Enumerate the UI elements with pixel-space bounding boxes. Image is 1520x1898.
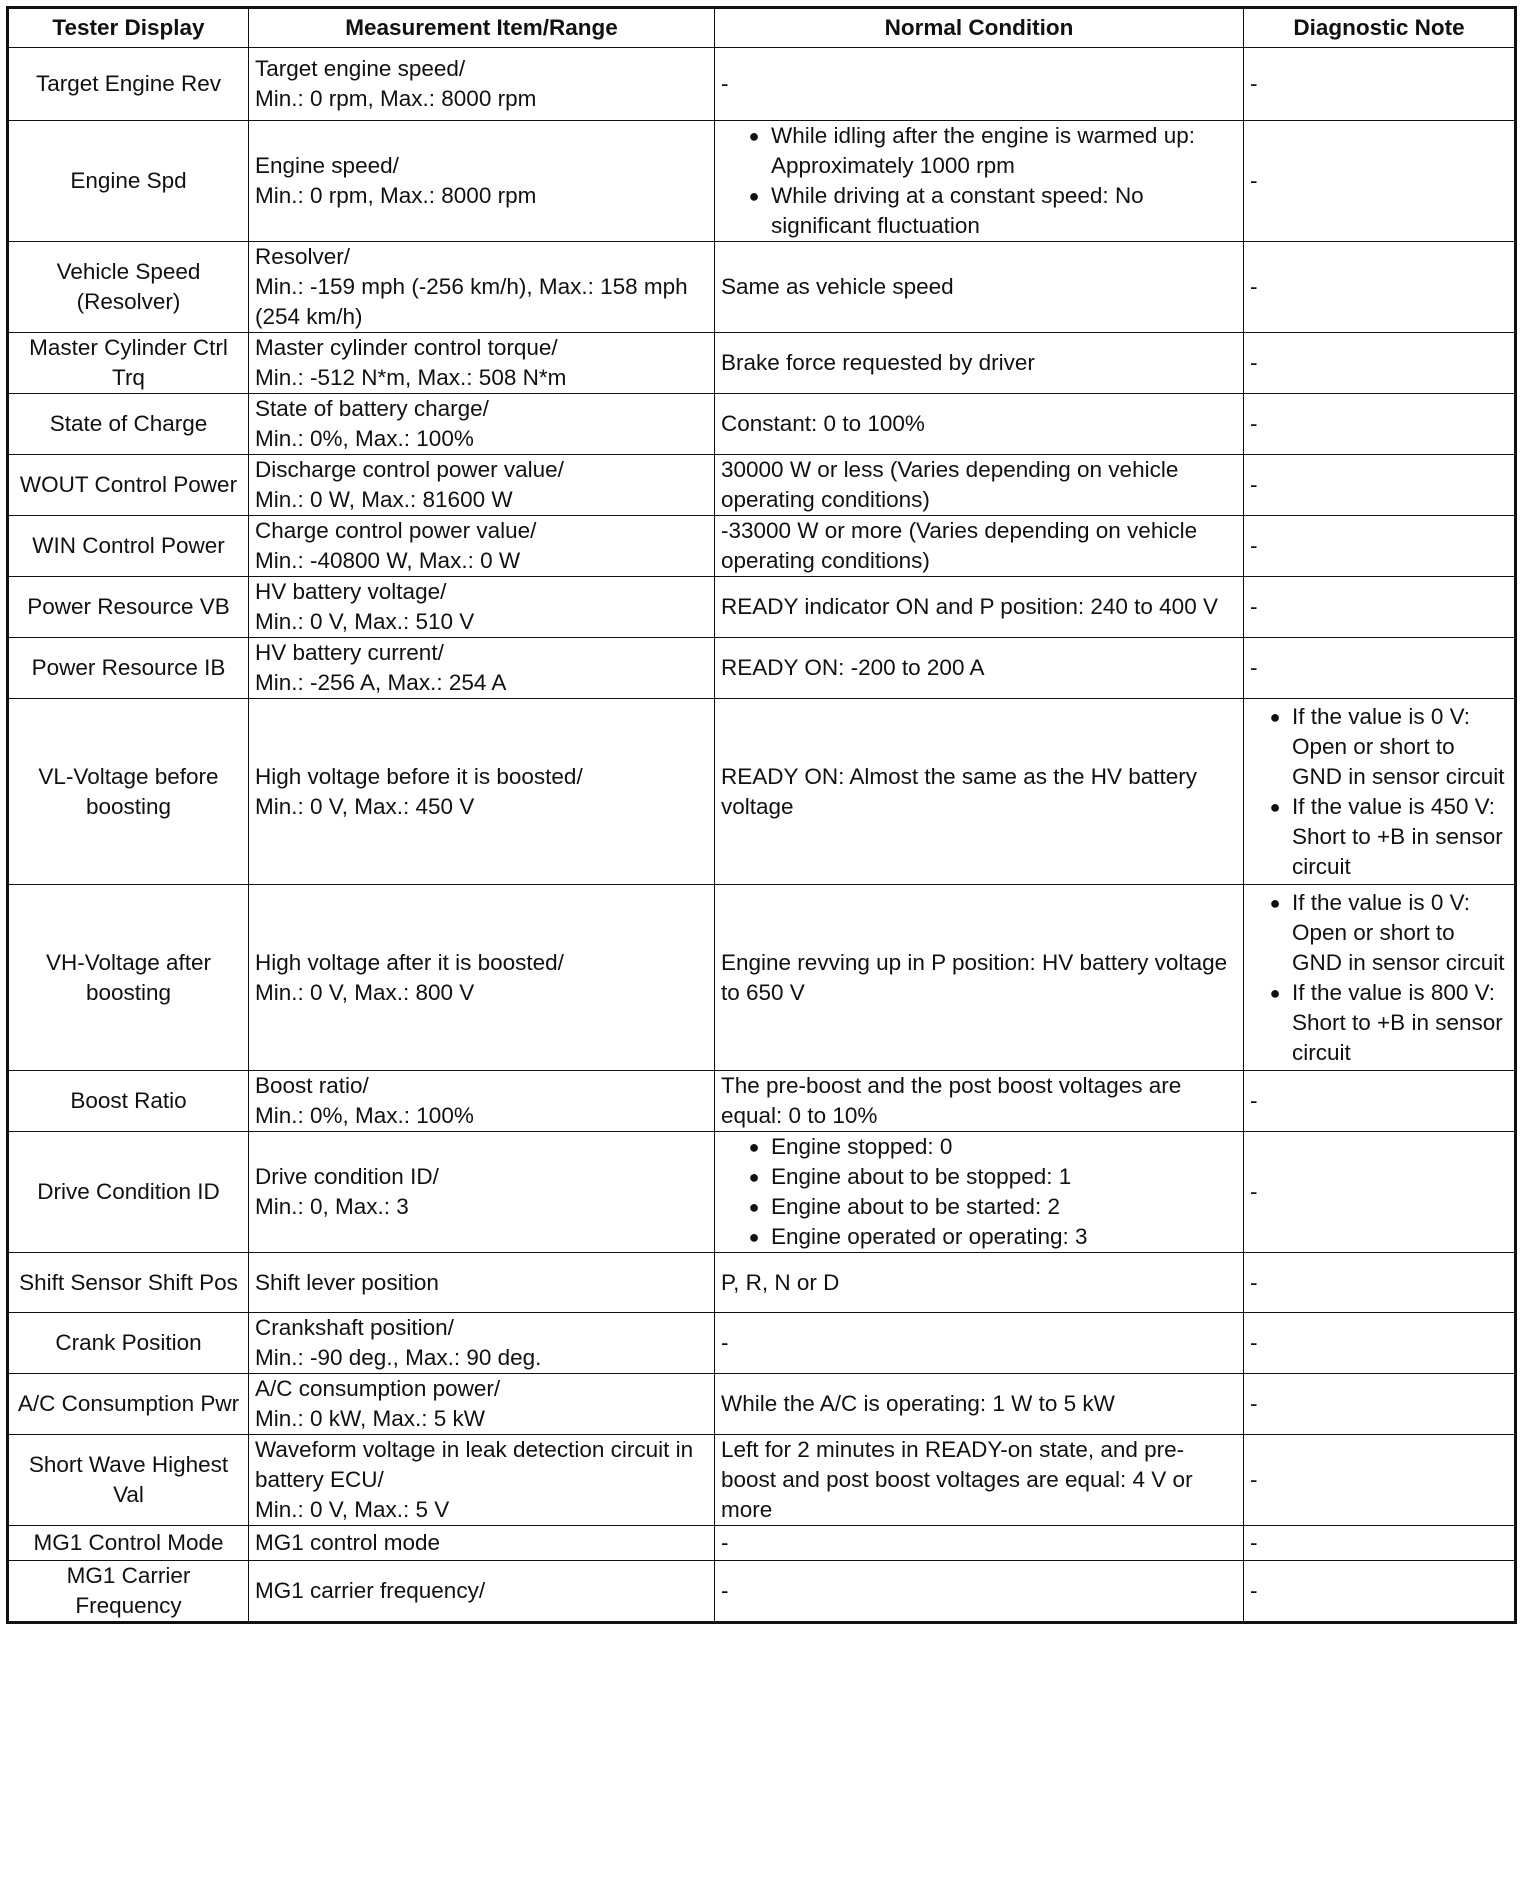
measurement-item-label: Discharge control power value/	[255, 457, 564, 482]
measurement-item-label: Shift lever position	[255, 1269, 439, 1295]
measurement-item-label: Charge control power value/	[255, 518, 537, 543]
cell-diagnostic-note: -	[1244, 1313, 1516, 1374]
table-row	[8, 1374, 1516, 1435]
cell-tester-display: Target Engine Rev	[8, 48, 249, 121]
table-row	[8, 1132, 1516, 1253]
bullet-icon: ●	[748, 1197, 760, 1217]
list-item-text: Engine operated or operating: 3	[771, 1224, 1088, 1249]
header-diagnostic-note: Diagnostic Note	[1244, 8, 1516, 48]
cell-measurement-item	[249, 455, 715, 516]
bullet-icon: ●	[748, 1227, 760, 1247]
measurement-range: Min.: -256 A, Max.: 254 A	[255, 670, 507, 695]
measurement-item-label: Waveform voltage in leak detection circuit in battery ECU/	[255, 1437, 694, 1492]
diagnostic-note-list	[1250, 702, 1508, 882]
table-row	[8, 638, 1516, 699]
cell-diagnostic-note: -	[1244, 1071, 1516, 1132]
diagnostic-note-list	[1250, 888, 1508, 1068]
table-row	[8, 1313, 1516, 1374]
measurement-item-label: Crankshaft position/	[255, 1315, 454, 1340]
measurement-item-label: Master cylinder control torque/	[255, 335, 558, 360]
cell-tester-display: Master Cylinder Ctrl Trq	[8, 333, 249, 394]
table-row	[8, 455, 1516, 516]
measurement-range: Min.: 0 V, Max.: 800 V	[255, 979, 475, 1005]
list-item-text: If the value is 450 V: Short to +B in sensor circuit	[1292, 793, 1503, 879]
table-body	[8, 48, 1516, 1623]
measurement-item-label: Target engine speed/	[255, 56, 466, 81]
cell-normal-condition	[715, 1132, 1244, 1253]
cell-measurement-item	[249, 333, 715, 394]
list-item-text: Engine about to be stopped: 1	[771, 1164, 1072, 1189]
measurement-range: Min.: -90 deg., Max.: 90 deg.	[255, 1345, 542, 1370]
list-item-text: While idling after the engine is warmed up: Approximately 1000 rpm	[771, 123, 1195, 178]
cell-tester-display: Shift Sensor Shift Pos	[8, 1253, 249, 1313]
header-tester-display: Tester Display	[8, 8, 249, 48]
cell-diagnostic-note: -	[1244, 394, 1516, 455]
cell-normal-condition: Brake force requested by driver	[715, 333, 1244, 394]
list-item-text: Engine about to be started: 2	[771, 1194, 1060, 1219]
bullet-icon: ●	[1269, 706, 1281, 727]
cell-normal-condition: Constant: 0 to 100%	[715, 394, 1244, 455]
header-normal-condition: Normal Condition	[715, 8, 1244, 48]
cell-diagnostic-note: -	[1244, 333, 1516, 394]
cell-normal-condition: -	[715, 1313, 1244, 1374]
cell-normal-condition: The pre-boost and the post boost voltages are equal: 0 to 10%	[715, 1071, 1244, 1132]
cell-measurement-item	[249, 1313, 715, 1374]
cell-normal-condition: -33000 W or more (Varies depending on vehicle operating conditions)	[715, 516, 1244, 577]
bullet-icon: ●	[1269, 892, 1281, 913]
list-item-text: If the value is 800 V: Short to +B in sensor circuit	[1292, 979, 1503, 1065]
measurement-item-label: Drive condition ID/	[255, 1164, 439, 1189]
cell-diagnostic-note: -	[1244, 121, 1516, 242]
measurement-item-label: Resolver/	[255, 244, 351, 269]
cell-diagnostic-note: -	[1244, 455, 1516, 516]
cell-diagnostic-note: -	[1244, 1561, 1516, 1623]
measurement-range: Min.: 0 V, Max.: 510 V	[255, 609, 475, 634]
table-row	[8, 577, 1516, 638]
cell-tester-display: Power Resource IB	[8, 638, 249, 699]
cell-tester-display: WIN Control Power	[8, 516, 249, 577]
measurement-range: Min.: -40800 W, Max.: 0 W	[255, 548, 521, 573]
measurement-range: Min.: 0 W, Max.: 81600 W	[255, 487, 513, 512]
normal-condition-list	[721, 1132, 1237, 1252]
table-row	[8, 333, 1516, 394]
cell-normal-condition: READY ON: -200 to 200 A	[715, 638, 1244, 699]
cell-measurement-item	[249, 394, 715, 455]
cell-tester-display: Boost Ratio	[8, 1071, 249, 1132]
cell-tester-display: Drive Condition ID	[8, 1132, 249, 1253]
measurement-item-label: MG1 control mode	[255, 1530, 441, 1555]
cell-normal-condition: READY ON: Almost the same as the HV battery voltage	[715, 699, 1244, 885]
list-item-text: While driving at a constant speed: No significant fluctuation	[771, 183, 1144, 238]
measurement-range: Min.: 0, Max.: 3	[255, 1194, 409, 1219]
cell-measurement-item	[249, 699, 715, 885]
measurement-item-label: Engine speed/	[255, 153, 399, 178]
list-item	[1264, 978, 1508, 1068]
measurement-range: Min.: 0 V, Max.: 5 V	[255, 1497, 450, 1522]
cell-normal-condition	[715, 121, 1244, 242]
measurement-item-label: High voltage before it is boosted/	[255, 763, 583, 789]
cell-diagnostic-note: -	[1244, 48, 1516, 121]
cell-diagnostic-note	[1244, 699, 1516, 885]
cell-diagnostic-note: -	[1244, 1526, 1516, 1561]
cell-measurement-item	[249, 577, 715, 638]
cell-normal-condition: -	[715, 1561, 1244, 1623]
cell-tester-display: WOUT Control Power	[8, 455, 249, 516]
cell-tester-display: MG1 Control Mode	[8, 1526, 249, 1561]
cell-measurement-item	[249, 121, 715, 242]
cell-measurement-item	[249, 1132, 715, 1253]
cell-measurement-item	[249, 516, 715, 577]
list-item-text: If the value is 0 V: Open or short to GND in sensor circuit	[1292, 703, 1505, 789]
cell-tester-display: State of Charge	[8, 394, 249, 455]
measurement-item-label: High voltage after it is boosted/	[255, 949, 564, 975]
table-row	[8, 516, 1516, 577]
list-item	[1264, 792, 1508, 882]
cell-measurement-item	[249, 1435, 715, 1526]
table-row	[8, 48, 1516, 121]
measurement-range: Min.: 0 V, Max.: 450 V	[255, 793, 475, 819]
table-row	[8, 885, 1516, 1071]
cell-diagnostic-note: -	[1244, 242, 1516, 333]
measurement-item-label: HV battery current/	[255, 640, 444, 665]
measurement-range: Min.: -159 mph (-256 km/h), Max.: 158 mph (254 km/h)	[255, 274, 688, 329]
table-row	[8, 394, 1516, 455]
measurement-item-label: HV battery voltage/	[255, 579, 447, 604]
header-measurement-item: Measurement Item/Range	[249, 8, 715, 48]
list-item	[743, 1162, 1237, 1192]
cell-normal-condition: -	[715, 1526, 1244, 1561]
table-row	[8, 121, 1516, 242]
measurement-range: Min.: 0%, Max.: 100%	[255, 1103, 474, 1128]
list-item	[743, 1222, 1237, 1252]
cell-tester-display: Engine Spd	[8, 121, 249, 242]
cell-tester-display: VL-Voltage before boosting	[8, 699, 249, 885]
bullet-icon: ●	[748, 1167, 760, 1187]
normal-condition-list	[721, 121, 1237, 241]
bullet-icon: ●	[748, 126, 760, 146]
list-item	[743, 121, 1237, 181]
cell-measurement-item	[249, 1561, 715, 1623]
cell-normal-condition: P, R, N or D	[715, 1253, 1244, 1313]
cell-normal-condition: Left for 2 minutes in READY-on state, and pre-boost and post boost voltages are equal: 4 V or more	[715, 1435, 1244, 1526]
cell-measurement-item	[249, 1374, 715, 1435]
list-item	[743, 1132, 1237, 1162]
table-row	[8, 242, 1516, 333]
table-row	[8, 1071, 1516, 1132]
cell-tester-display: MG1 Carrier Frequency	[8, 1561, 249, 1623]
list-item	[743, 181, 1237, 241]
measurement-range: Min.: 0 rpm, Max.: 8000 rpm	[255, 86, 537, 111]
cell-diagnostic-note: -	[1244, 516, 1516, 577]
table-row	[8, 699, 1516, 885]
list-item	[743, 1192, 1237, 1222]
cell-normal-condition: READY indicator ON and P position: 240 to 400 V	[715, 577, 1244, 638]
cell-tester-display: Power Resource VB	[8, 577, 249, 638]
cell-measurement-item	[249, 638, 715, 699]
cell-diagnostic-note	[1244, 885, 1516, 1071]
cell-measurement-item	[249, 885, 715, 1071]
bullet-icon: ●	[1269, 796, 1281, 817]
measurement-range: Min.: 0 rpm, Max.: 8000 rpm	[255, 183, 537, 208]
list-item	[1264, 888, 1508, 978]
cell-diagnostic-note: -	[1244, 1435, 1516, 1526]
list-item-text: Engine stopped: 0	[771, 1134, 953, 1159]
measurement-item-label: State of battery charge/	[255, 396, 489, 421]
cell-measurement-item	[249, 1526, 715, 1561]
cell-normal-condition: While the A/C is operating: 1 W to 5 kW	[715, 1374, 1244, 1435]
measurement-range: Min.: 0 kW, Max.: 5 kW	[255, 1406, 486, 1431]
cell-normal-condition: Engine revving up in P position: HV battery voltage to 650 V	[715, 885, 1244, 1071]
table-header-row	[8, 8, 1516, 48]
cell-tester-display: Crank Position	[8, 1313, 249, 1374]
cell-tester-display: VH-Voltage after boosting	[8, 885, 249, 1071]
tester-data-table	[6, 6, 1517, 1624]
bullet-icon: ●	[1269, 982, 1281, 1003]
cell-measurement-item	[249, 48, 715, 121]
measurement-range: Min.: -512 N*m, Max.: 508 N*m	[255, 365, 567, 390]
cell-normal-condition: 30000 W or less (Varies depending on vehicle operating conditions)	[715, 455, 1244, 516]
list-item-text: If the value is 0 V: Open or short to GND in sensor circuit	[1292, 889, 1505, 975]
cell-diagnostic-note: -	[1244, 1132, 1516, 1253]
table-row	[8, 1435, 1516, 1526]
cell-diagnostic-note: -	[1244, 1374, 1516, 1435]
bullet-icon: ●	[748, 186, 760, 206]
cell-diagnostic-note: -	[1244, 638, 1516, 699]
cell-diagnostic-note: -	[1244, 1253, 1516, 1313]
cell-diagnostic-note: -	[1244, 577, 1516, 638]
table-row	[8, 1561, 1516, 1623]
table-row	[8, 1526, 1516, 1561]
cell-measurement-item	[249, 1071, 715, 1132]
cell-normal-condition: Same as vehicle speed	[715, 242, 1244, 333]
bullet-icon: ●	[748, 1137, 760, 1157]
cell-measurement-item	[249, 242, 715, 333]
cell-normal-condition: -	[715, 48, 1244, 121]
measurement-range: Min.: 0%, Max.: 100%	[255, 426, 474, 451]
list-item	[1264, 702, 1508, 792]
measurement-item-label: A/C consumption power/	[255, 1376, 501, 1401]
table-row	[8, 1253, 1516, 1313]
measurement-item-label: Boost ratio/	[255, 1073, 369, 1098]
cell-tester-display: Short Wave Highest Val	[8, 1435, 249, 1526]
measurement-item-label: MG1 carrier frequency/	[255, 1578, 486, 1603]
cell-measurement-item	[249, 1253, 715, 1313]
cell-tester-display: A/C Consumption Pwr	[8, 1374, 249, 1435]
cell-tester-display: Vehicle Speed (Resolver)	[8, 242, 249, 333]
